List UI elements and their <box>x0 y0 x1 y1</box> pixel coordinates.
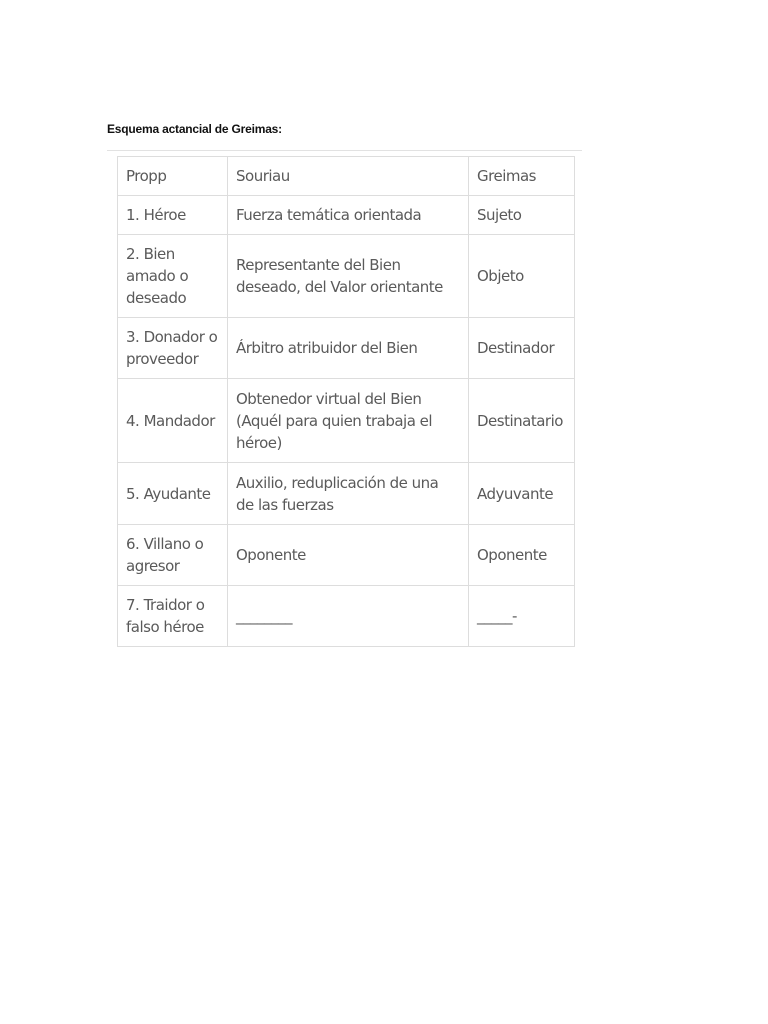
table-row <box>118 586 575 647</box>
table-cell: 1. Héroe <box>118 196 228 235</box>
actant-table <box>117 156 575 647</box>
table-cell: Fuerza temática orientada <box>228 196 469 235</box>
table-header-row <box>118 157 575 196</box>
header-cell-greimas: Greimas <box>469 157 575 196</box>
table-cell: Destinador <box>469 318 575 379</box>
table-row <box>118 235 575 318</box>
table-cell: 2. Bien amado o deseado <box>118 235 228 318</box>
table-cell: Auxilio, reduplicación de una de las fuerzas <box>228 463 469 525</box>
header-cell-propp: Propp <box>118 157 228 196</box>
table-cell: ________ <box>228 586 469 647</box>
table-cell: Destinatario <box>469 379 575 463</box>
table-cell: Objeto <box>469 235 575 318</box>
table-cell: Oponente <box>228 525 469 586</box>
table-cell: _____- <box>469 586 575 647</box>
table-cell: Representante del Bien deseado, del Valor orientante <box>228 235 469 318</box>
table-row <box>118 379 575 463</box>
table-cell: 7. Traidor o falso héroe <box>118 586 228 647</box>
table-cell: Árbitro atribuidor del Bien <box>228 318 469 379</box>
title-divider <box>107 150 582 151</box>
header-cell-souriau: Souriau <box>228 157 469 196</box>
table-cell: Obtenedor virtual del Bien (Aquél para quien trabaja el héroe) <box>228 379 469 463</box>
table-row <box>118 318 575 379</box>
page-title: Esquema actancial de Greimas: <box>107 122 282 136</box>
table-row <box>118 196 575 235</box>
table-cell: Adyuvante <box>469 463 575 525</box>
table-cell: Sujeto <box>469 196 575 235</box>
table-cell: Oponente <box>469 525 575 586</box>
table-cell: 3. Donador o proveedor <box>118 318 228 379</box>
table-row <box>118 463 575 525</box>
table-cell: 6. Villano o agresor <box>118 525 228 586</box>
table-cell: 5. Ayudante <box>118 463 228 525</box>
table-row <box>118 525 575 586</box>
table-cell: 4. Mandador <box>118 379 228 463</box>
